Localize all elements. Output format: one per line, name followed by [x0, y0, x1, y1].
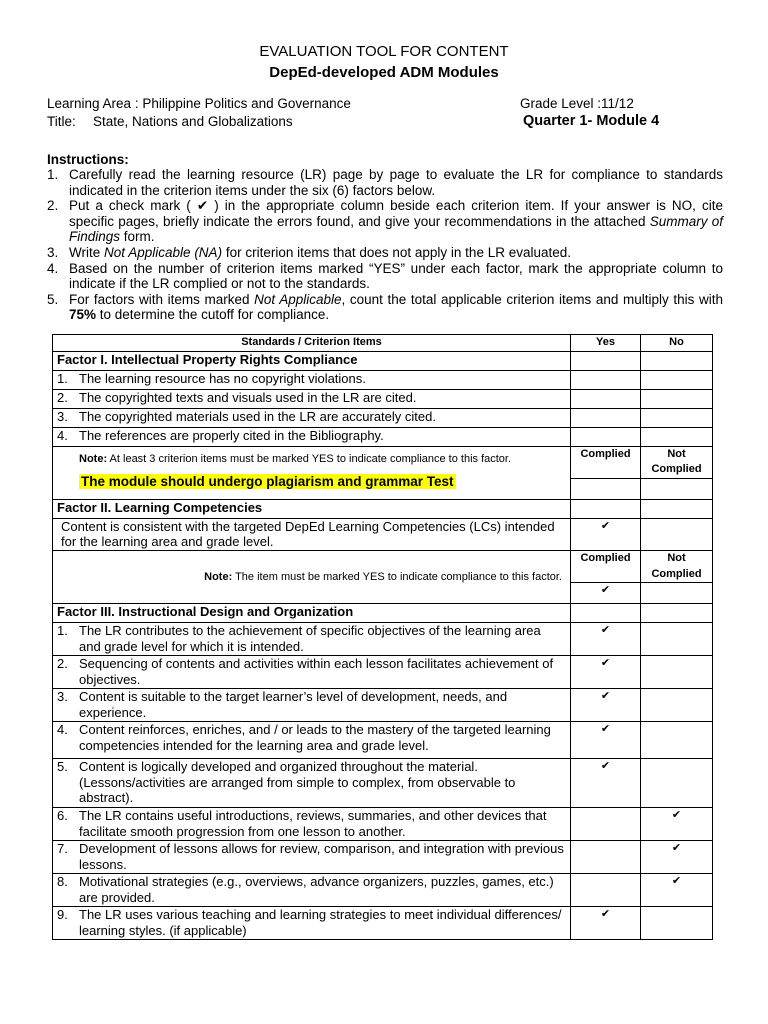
instruction-number: 2. [47, 198, 59, 214]
factor1-no-cell[interactable] [641, 351, 713, 370]
item-text: Content is consistent with the targeted DepEd Learning Competencies (LCs) intended for the learning area and grade level. [53, 518, 571, 550]
no-cell[interactable] [641, 427, 713, 446]
not-complied-label: Not Complied [641, 446, 713, 478]
no-cell[interactable] [641, 370, 713, 389]
complied-label: Complied [571, 446, 641, 478]
instruction-item [47, 198, 723, 245]
criteria-column-header: Standards / Criterion Items [53, 335, 571, 352]
item-text: The copyrighted texts and visuals used in the LR are cited. [79, 389, 417, 405]
table-row [53, 389, 713, 408]
instruction-item [47, 167, 723, 198]
document-subtitle: DepEd-developed ADM Modules [269, 64, 499, 81]
instruction-item [47, 261, 723, 292]
highlighted-remark: The module should undergo plagiarism and grammar Test [81, 474, 454, 490]
instruction-text: Write Not Applicable (NA) for criterion items that does not apply in the LR evaluated. [69, 244, 572, 260]
yes-check-icon[interactable]: ✔ [571, 623, 641, 656]
item-number: 3. [57, 689, 68, 705]
factor3-title: Factor III. Instructional Design and Organization [53, 604, 571, 623]
instruction-text: Put a check mark ( ✔ ) in the appropriate column beside each criterion item. If your answer is NO, cite specific pages, briefly indicate the errors found, and give your recommendations in the attached Summary of Findings form. [69, 198, 723, 245]
factor2-summary-row [53, 550, 713, 582]
item-number: 9. [57, 907, 68, 923]
learning-area: Learning Area : Philippine Politics and Governance [47, 96, 351, 111]
item-number: 6. [57, 808, 68, 824]
item-text: The learning resource has no copyright violations. [79, 370, 366, 386]
table-row [53, 874, 713, 907]
item-number: 1. [57, 370, 68, 386]
grade-level: Grade Level :11/12 [520, 96, 634, 111]
table-row [53, 518, 713, 550]
table-row [53, 759, 713, 808]
factor2-not-complied-cell[interactable] [641, 583, 713, 604]
item-number: 5. [57, 759, 68, 775]
item-number: 7. [57, 841, 68, 857]
yes-check-icon[interactable]: ✔ [571, 518, 641, 550]
yes-check-icon[interactable]: ✔ [571, 689, 641, 722]
instruction-item [47, 292, 723, 323]
no-cell[interactable] [641, 408, 713, 427]
note-label: Note: [204, 571, 233, 584]
no-cell[interactable] [641, 389, 713, 408]
table-row [53, 427, 713, 446]
instruction-number: 3. [47, 244, 59, 260]
factor1-title: Factor I. Intellectual Property Rights Compliance [53, 351, 571, 370]
item-text: Sequencing of contents and activities within each lesson facilitates achievement of objectives. [79, 656, 554, 687]
factor1-complied-cell[interactable] [571, 478, 641, 499]
item-number: 4. [57, 722, 68, 738]
not-complied-label: Not Complied [641, 550, 713, 582]
factor1-summary-row [53, 446, 713, 478]
complied-label: Complied [571, 550, 641, 582]
table-row [53, 722, 713, 759]
no-cell[interactable] [641, 518, 713, 550]
table-row [53, 808, 713, 841]
yes-cell[interactable] [571, 370, 641, 389]
factor2-no-cell[interactable] [641, 499, 713, 518]
item-number: 2. [57, 389, 68, 405]
item-number: 8. [57, 874, 68, 890]
factor2-note: The item must be marked YES to indicate compliance to this factor. [232, 571, 562, 584]
no-check-icon[interactable]: ✔ [641, 874, 713, 907]
instruction-number: 1. [47, 167, 59, 182]
table-header-row [53, 335, 713, 352]
yes-cell[interactable] [571, 427, 641, 446]
item-number: 4. [57, 427, 68, 443]
quarter-module: Quarter 1- Module 4 [523, 113, 660, 129]
yes-check-icon[interactable]: ✔ [571, 656, 641, 689]
instruction-text: For factors with items marked Not Applicable, count the total applicable criterion items and multiply this with 75% to determine the cutoff for compliance. [69, 291, 723, 323]
item-text: Development of lessons allows for review, comparison, and integration with previous lessons. [79, 841, 564, 872]
yes-check-icon[interactable]: ✔ [571, 759, 641, 808]
no-cell[interactable] [641, 759, 713, 808]
item-number: 1. [57, 623, 68, 639]
no-cell[interactable] [641, 623, 713, 656]
note-label: Note: [79, 452, 108, 465]
table-row [53, 907, 713, 940]
instruction-number: 5. [47, 291, 59, 307]
factor1-yes-cell[interactable] [571, 351, 641, 370]
item-text: Content is logically developed and organized throughout the material. (Lessons/activities are arranged from simple to complex, from observable to abstract). [79, 759, 516, 806]
factor1-not-complied-cell[interactable] [641, 478, 713, 499]
no-cell[interactable] [641, 656, 713, 689]
no-cell[interactable] [641, 689, 713, 722]
table-row [53, 408, 713, 427]
no-check-icon[interactable]: ✔ [641, 841, 713, 874]
yes-cell[interactable] [571, 808, 641, 841]
item-text: Content reinforces, enriches, and / or leads to the mastery of the targeted learning competencies intended for the learning area and grade level. [79, 722, 551, 753]
yes-cell[interactable] [571, 389, 641, 408]
item-text: The copyrighted materials used in the LR are accurately cited. [79, 408, 436, 424]
table-row [53, 656, 713, 689]
title-label: Title: [47, 114, 76, 129]
factor1-row [53, 351, 713, 370]
item-number: 2. [57, 656, 68, 672]
item-text: The LR contributes to the achievement of specific objectives of the learning area and grade level for which it is intended. [79, 623, 541, 654]
instruction-item [47, 245, 723, 261]
item-text: Motivational strategies (e.g., overviews, advance organizers, puzzles, games, etc.) are provided. [79, 874, 554, 905]
item-text: The LR uses various teaching and learning strategies to meet individual differences/ learning styles. (if applicable) [79, 907, 562, 938]
instruction-number: 4. [47, 260, 59, 276]
instruction-text: Carefully read the learning resource (LR) page by page to evaluate the LR for compliance to standards indicated in the criterion items under the six (6) factors below. [69, 167, 723, 198]
instruction-text: Based on the number of criterion items marked “YES” under each factor, mark the appropriate column to indicate if the LR complied or not to the standards. [69, 260, 723, 292]
title-value: State, Nations and Globalizations [93, 114, 293, 129]
factor3-row [53, 604, 713, 623]
no-column-header: No [641, 335, 713, 352]
yes-cell[interactable] [571, 841, 641, 874]
factor2-row [53, 499, 713, 518]
table-row [53, 623, 713, 656]
instructions-heading: Instructions: [47, 152, 129, 167]
item-text: The references are properly cited in the Bibliography. [79, 427, 384, 443]
factor3-yes-cell[interactable] [571, 604, 641, 623]
table-row [53, 689, 713, 722]
yes-cell[interactable] [571, 874, 641, 907]
no-cell[interactable] [641, 907, 713, 940]
instructions-list [47, 167, 723, 323]
factor2-complied-check-icon[interactable]: ✔ [571, 583, 641, 604]
yes-cell[interactable] [571, 408, 641, 427]
criteria-table [52, 334, 713, 940]
no-cell[interactable] [641, 722, 713, 759]
factor2-yes-cell[interactable] [571, 499, 641, 518]
item-text: The LR contains useful introductions, reviews, summaries, and other devices that facilitate smooth progression from one lesson to another. [79, 808, 547, 839]
yes-column-header: Yes [571, 335, 641, 352]
factor3-no-cell[interactable] [641, 604, 713, 623]
no-check-icon[interactable]: ✔ [641, 808, 713, 841]
yes-check-icon[interactable]: ✔ [571, 722, 641, 759]
yes-check-icon[interactable]: ✔ [571, 907, 641, 940]
document-title: EVALUATION TOOL FOR CONTENT [259, 43, 509, 60]
factor2-title: Factor II. Learning Competencies [53, 499, 571, 518]
item-number: 3. [57, 408, 68, 424]
table-row [53, 841, 713, 874]
factor1-note: At least 3 criterion items must be marked YES to indicate compliance to this factor. [107, 452, 512, 465]
item-text: Content is suitable to the target learner’s level of development, needs, and experience. [79, 689, 508, 720]
table-row [53, 370, 713, 389]
